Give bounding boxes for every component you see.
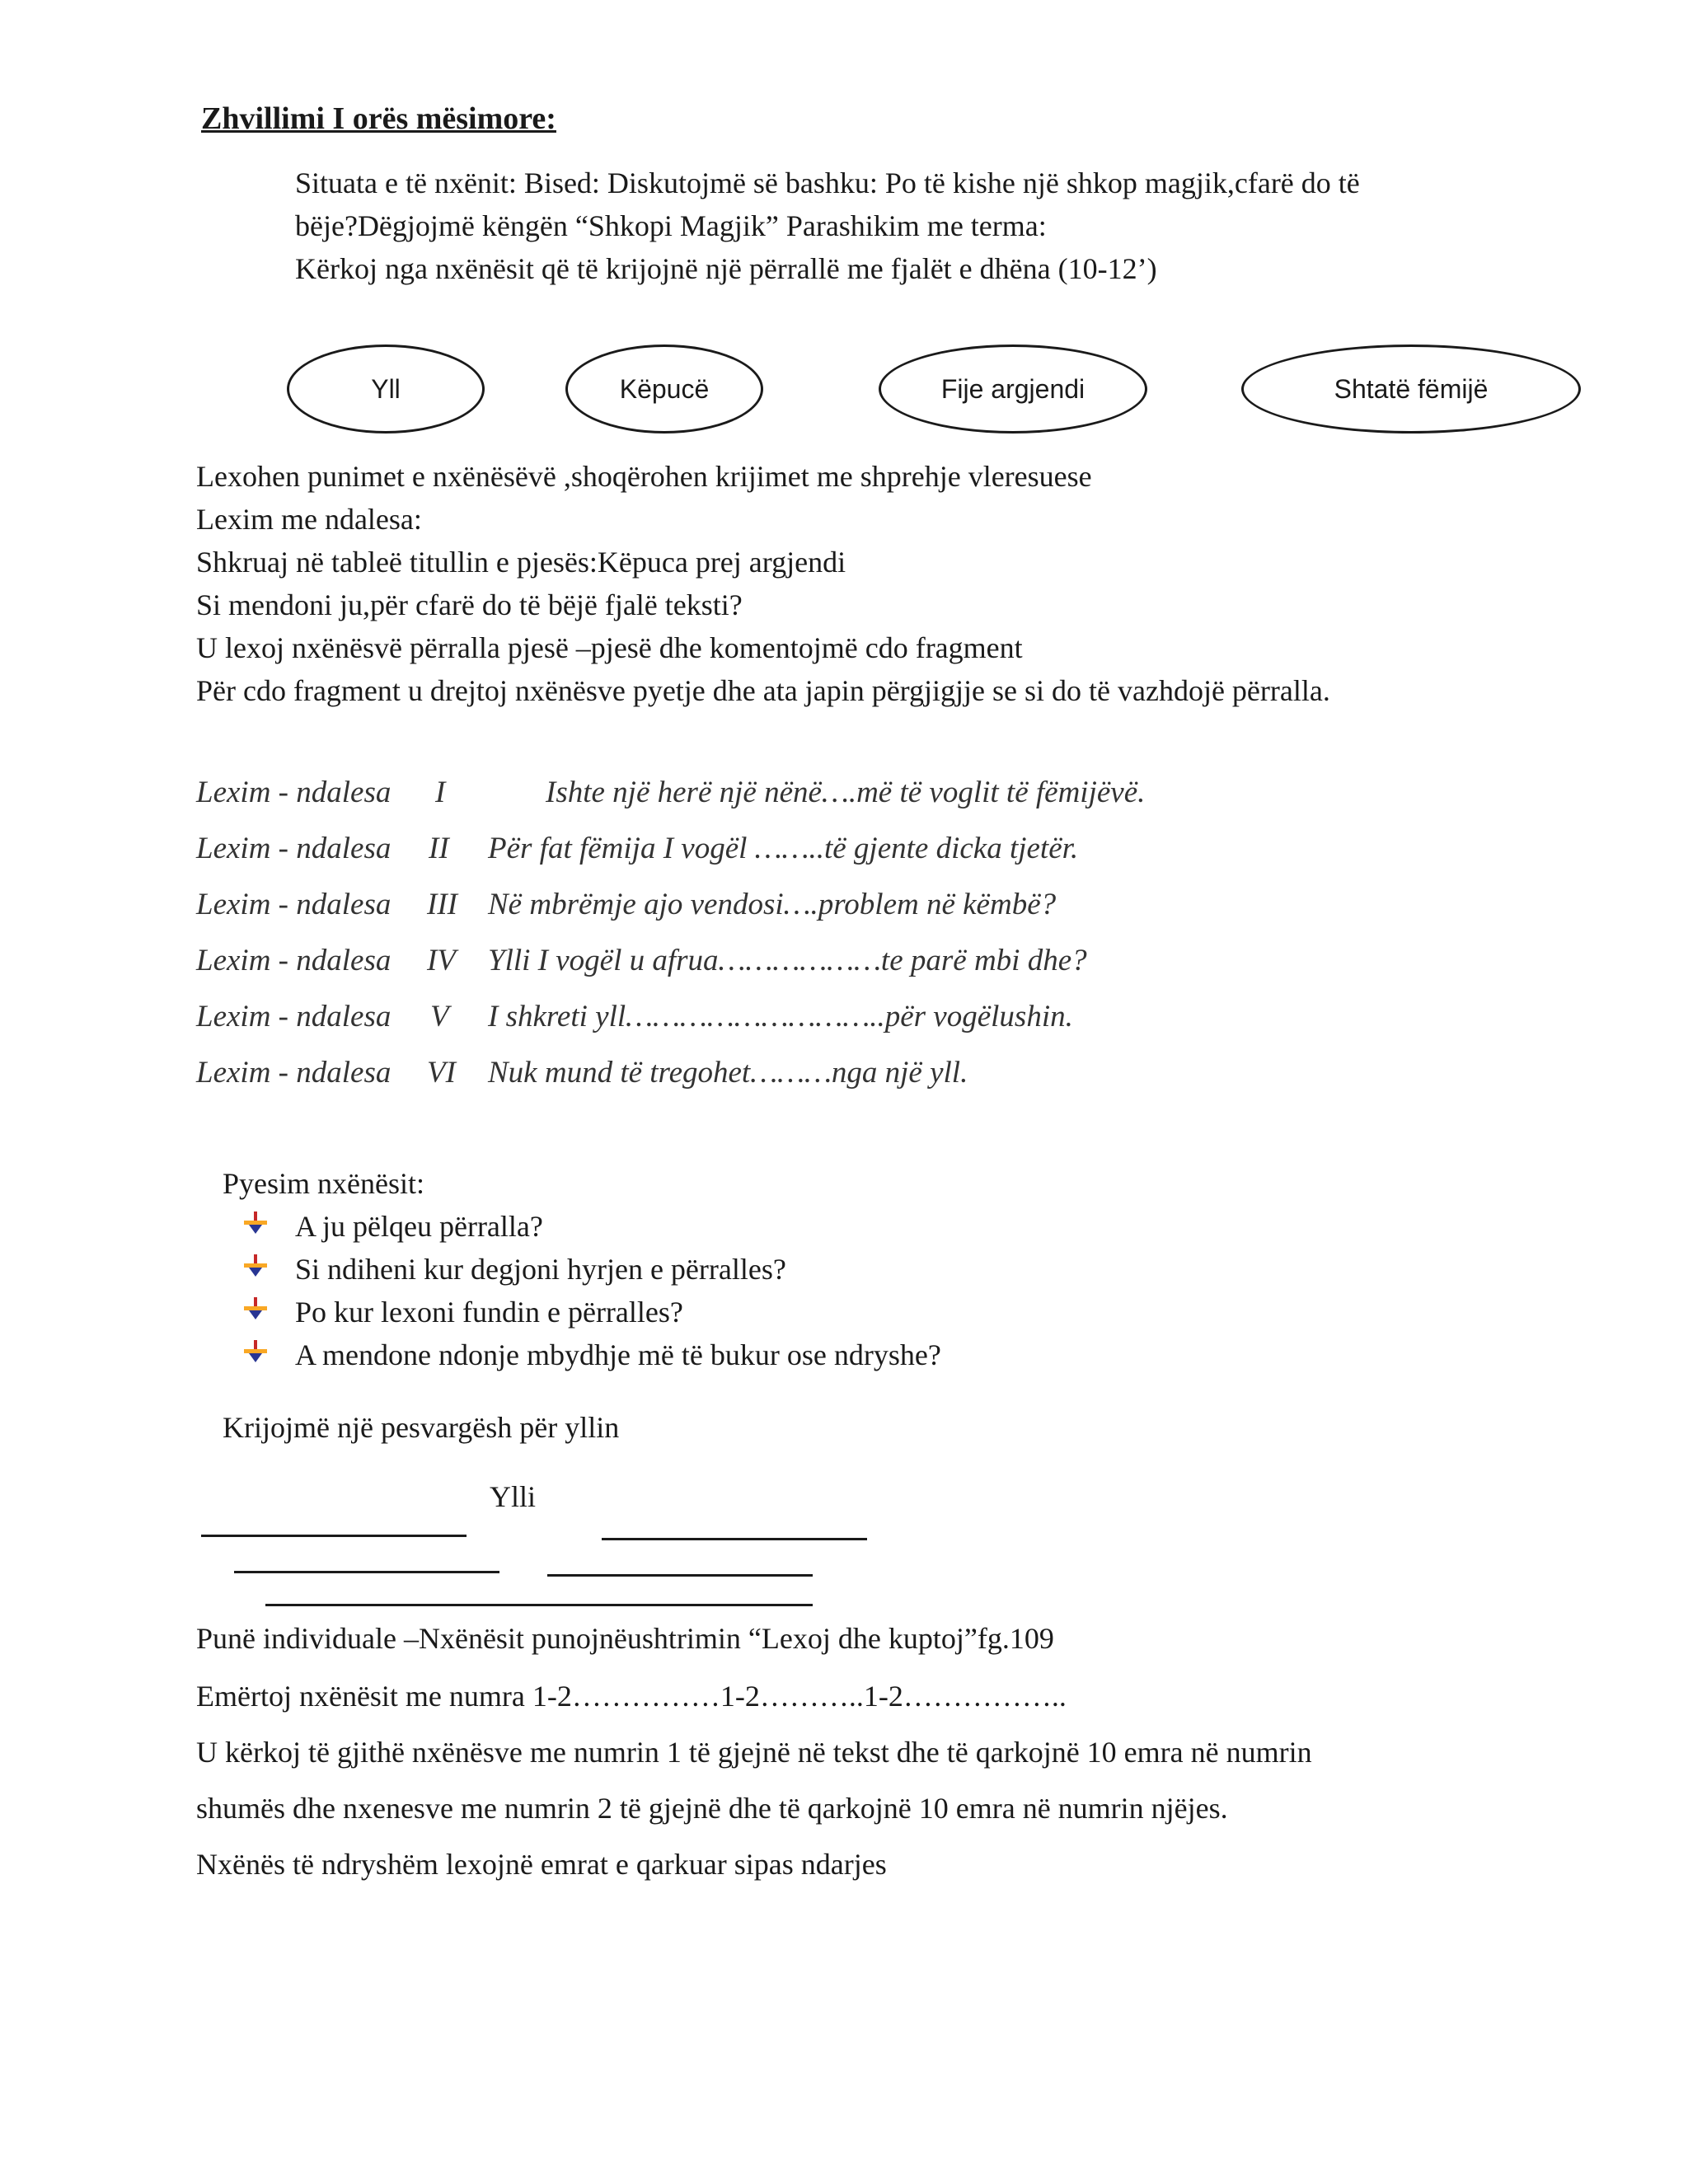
term-label: Shtatë fëmijë [1334, 373, 1489, 404]
closing-line: Nxënës të ndryshëm lexojnë emrat e qarkuar sipas ndarjes [196, 1848, 887, 1881]
intro-line-2: bëje?Dëgjojmë këngën “Shkopi Magjik” Parashikim me terma: [295, 209, 1047, 242]
poem-word: Ylli [490, 1480, 537, 1513]
term-ellipse-kepuce [565, 344, 763, 434]
intro-line-1: Situata e të nxënit: Bised: Diskutojmë së bashku: Po të kishe një shkop magjik,cfarë do të [295, 166, 1360, 199]
stop-number: I [435, 776, 446, 809]
term-ellipse-fije-argjendi [879, 344, 1147, 434]
poem-blank-line [547, 1574, 813, 1577]
stop-text: Në mbrëmje ajo vendosi….problem në këmbë? [488, 888, 1057, 921]
stop-label: Lexim - ndalesa [196, 1056, 392, 1090]
term-label: Yll [371, 373, 401, 404]
stop-label: Lexim - ndalesa [196, 944, 392, 977]
poem-blank-line [201, 1535, 467, 1537]
stop-label: Lexim - ndalesa [196, 888, 392, 921]
closing-line: shumës dhe nxenesve me numrin 2 të gjejnë dhe të qarkojnë 10 emra në numrin njëjes. [196, 1792, 1228, 1825]
bullet-arrow-icon [244, 1340, 267, 1363]
question-item: A ju pëlqeu përralla? [295, 1210, 543, 1243]
stop-text: Ylli I vogël u afrua………………te parë mbi dhe? [488, 944, 1087, 977]
term-label: Këpucë [619, 373, 710, 404]
poem-blank-line [234, 1571, 499, 1573]
term-label: Fije argjendi [940, 373, 1085, 404]
paragraph-line: U lexoj nxënësvë përralla pjesë –pjesë dhe komentojmë cdo fragment [196, 631, 1023, 664]
closing-line: U kërkoj të gjithë nxënësve me numrin 1 të gjejnë në tekst dhe të qarkojnë 10 emra në numrin [196, 1736, 1312, 1769]
term-ellipse-yll [287, 344, 485, 434]
bullet-arrow-icon [244, 1254, 267, 1277]
stop-text: Ishte një herë një nënë….më të voglit të fëmijëvë. [546, 776, 1146, 809]
stop-text: Për fat fëmija I vogël ……..të gjente dicka tjetër. [488, 832, 1079, 865]
question-item: A mendone ndonje mbydhje më të bukur ose ndryshe? [295, 1338, 941, 1371]
stop-number: VI [427, 1056, 456, 1090]
paragraph-line: Si mendoni ju,për cfarë do të bëjë fjalë teksti? [196, 588, 743, 621]
stop-label: Lexim - ndalesa [196, 776, 392, 809]
bullet-arrow-icon [244, 1212, 267, 1235]
poem-intro: Krijojmë një pesvargësh për yllin [223, 1411, 620, 1444]
closing-line: Emërtoj nxënësit me numra 1-2……………1-2………..1-2…………….. [196, 1680, 1067, 1713]
stop-number: IV [427, 944, 456, 977]
stop-text: I shkreti yll………………………..për vogëlushin. [488, 1000, 1073, 1033]
question-item: Si ndiheni kur degjoni hyrjen e përralles? [295, 1253, 786, 1286]
closing-line: Punë individuale –Nxënësit punojnëushtrimin “Lexoj dhe kuptoj”fg.109 [196, 1622, 1054, 1655]
paragraph-line: Lexim me ndalesa: [196, 503, 422, 536]
stop-text: Nuk mund të tregohet………nga një yll. [488, 1056, 968, 1090]
stop-number: V [430, 1000, 449, 1033]
questions-intro: Pyesim nxënësit: [223, 1167, 424, 1200]
poem-blank-line [265, 1604, 813, 1606]
term-ellipse-shtate-femije [1241, 344, 1581, 434]
bullet-arrow-icon [244, 1297, 267, 1320]
page-title: Zhvillimi I orës mësimore: [201, 101, 556, 136]
poem-blank-line [602, 1538, 867, 1540]
paragraph-line: Shkruaj në tableë titullin e pjesës:Këpuca prej argjendi [196, 546, 846, 579]
question-item: Po kur lexoni fundin e përralles? [295, 1296, 683, 1329]
paragraph-line: Lexohen punimet e nxënësëvë ,shoqërohen krijimet me shprehje vleresuese [196, 460, 1092, 493]
stop-number: II [429, 832, 449, 865]
intro-line-3: Kërkoj nga nxënësit që të krijojnë një përrallë me fjalët e dhëna (10-12’) [295, 252, 1157, 285]
stop-label: Lexim - ndalesa [196, 832, 392, 865]
stop-label: Lexim - ndalesa [196, 1000, 392, 1033]
stop-number: III [427, 888, 457, 921]
paragraph-line: Për cdo fragment u drejtoj nxënësve pyetje dhe ata japin përgjigjje se si do të vazhdojë përralla. [196, 674, 1330, 707]
